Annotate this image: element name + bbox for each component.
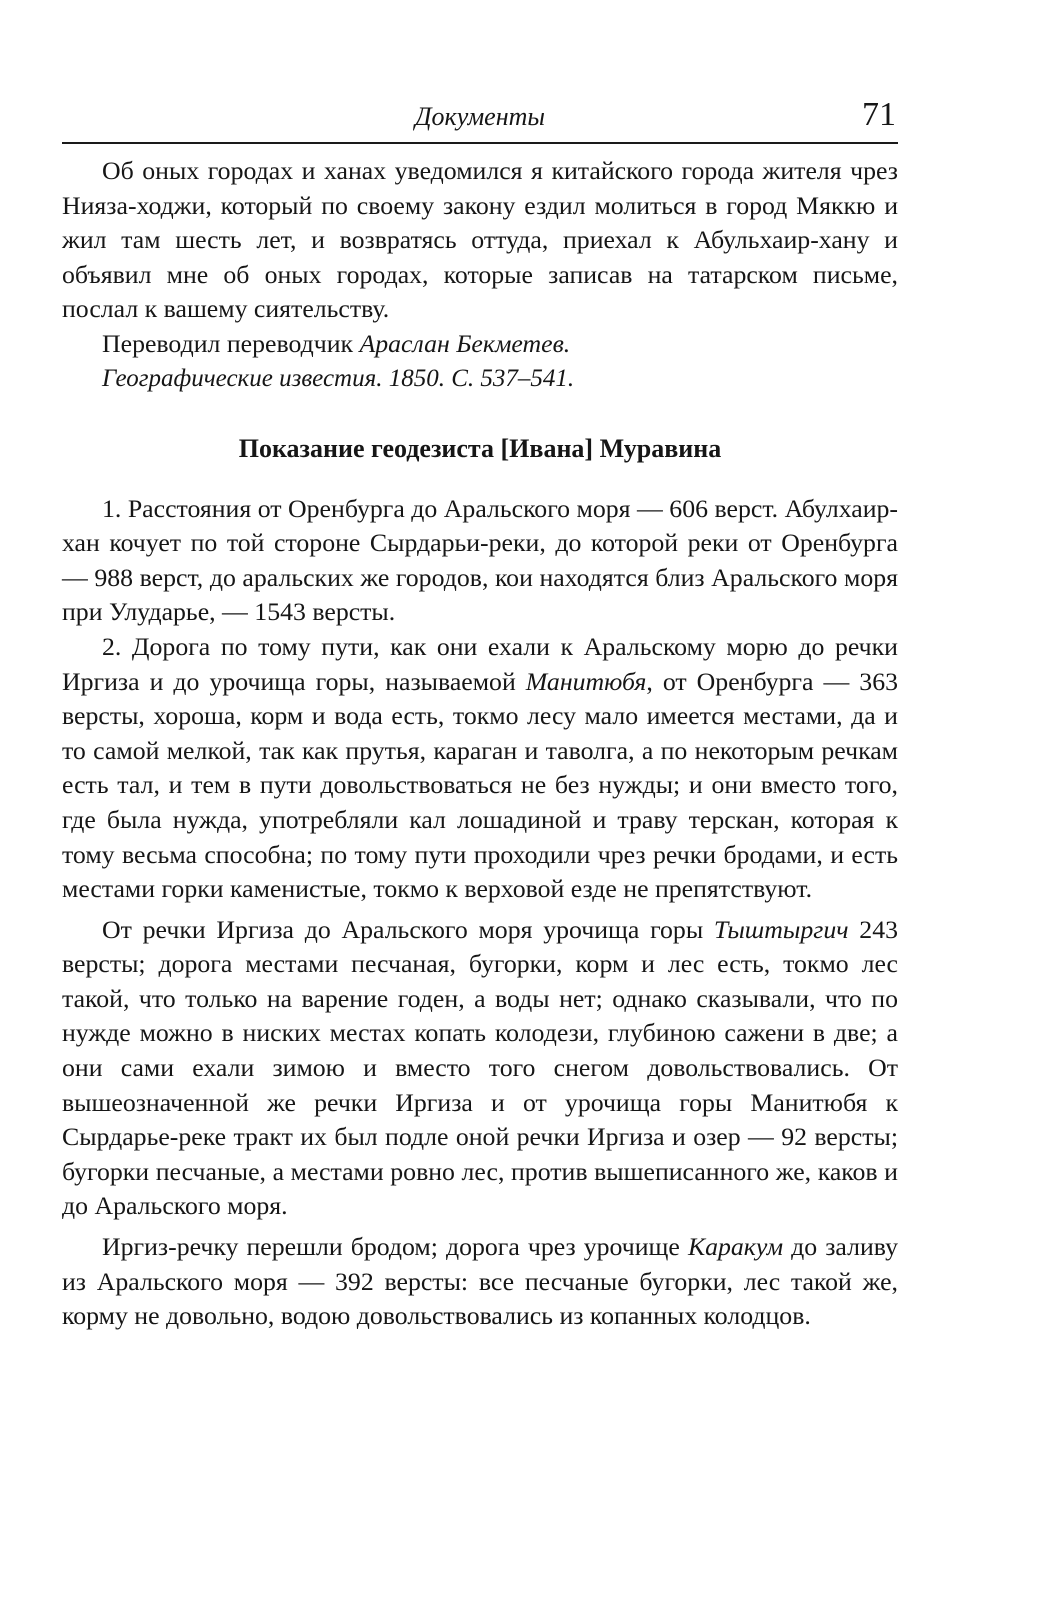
section-heading: Показание геодезиста [Ивана] Муравина [238,433,722,463]
running-title: Документы [414,102,545,131]
paragraph-2-text-a: 2. Дорога по тому пути, как они ехали к Аральскому морю до речки Иргиза и до урочища горы, называемой [62,631,898,696]
paragraph-2-text-b: , от Оренбурга — 363 версты, хороша, корм и вода есть, токмо лесу мало имеется местами, да и то самой мелкой, так как прутья, караган и таволга, а по некоторым речкам есть тал, и тем в пути довольствоваться не без нужды; и они вместо того, где была нужда, употребляли кал лошадиной и траву терскан, которая к тому весьма способна; по тому пути проходили чрез речки бродами, и есть местами горки каменистые, токмо к верховой езде не препятствуют. [62,666,899,904]
paragraph-3 [62,913,898,1224]
body-text [62,154,898,1334]
source-citation: Географические известия. 1850. С. 537–541. [102,364,575,392]
paragraph-3-text-b: 243 версты; дорога местами песчаная, бугорки, корм и лес есть, токмо лес такой, что только на варение годен, а воды нет; однако сказывали, что по нужде можно в ниских местах копать колодези, глубиною сажени в две; а они сами ехали зимою и вместо того снегом довольствовались. От вышеозначенной же речки Иргиза и от урочища горы Манитюбя к Сырдарье-реке тракт их был подле оной речки Иргиза и озер — 92 версты; бугорки песчаные, а местами ровно лес, против вышеписанного же, каков и до Аральского моря. [62,914,898,1221]
paragraph-2 [62,630,898,907]
paragraph-4-text-b: до заливу из Аральского моря — 392 версты: все песчаные бугорки, лес такой же, корму не довольно, водою довольствовались из копанных колодцов. [62,1232,898,1331]
translator-name: Араслан Бекметев. [359,328,571,358]
running-header [62,92,898,144]
paragraph-1: 1. Расстояния от Оренбурга до Аральского моря — 606 верст. Абулхаир-хан кочует по той стороне Сырдарьи-реки, до которой реки от Оренбурга — 988 верст, до аральских же городов, кои находятся близ Аральского моря при Улударье, — 1543 версты. [62,493,898,627]
translator-prefix: Переводил переводчик [102,328,360,358]
translator-line [62,327,898,362]
intro-paragraph: Об оных городах и ханах уведомился я китайского города жителя чрез Нияза-ходжи, который по своему закону ездил молиться в город Мяккю и жил там шесть лет, и возвратясь оттуда, приехал к Абульхаир-хану и объявил мне об оных городах, которые записав на татарском письме, послал к вашему сиятельству. [62,156,898,324]
place-name-manitiubia: Манитюбя [525,666,647,696]
place-name-tyshtyrgich: Тыштыргич [713,914,849,944]
page-number: 71 [862,96,896,133]
place-name-karakum: Каракум [687,1232,784,1262]
paragraph-4-text-a: Иргиз-речку перешли бродом; дорога чрез урочище [102,1232,688,1262]
paragraph-4 [62,1230,898,1334]
paragraph-3-text-a: От речки Иргиза до Аральского моря урочища горы [102,914,714,944]
